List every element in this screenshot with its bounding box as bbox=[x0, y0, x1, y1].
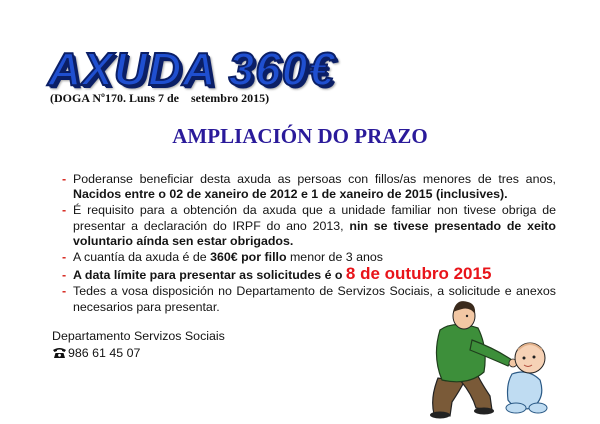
bullet-bold-text: 360€ por fillo bbox=[210, 250, 287, 265]
deadline-date: 8 de outubro 2015 bbox=[345, 264, 492, 284]
title-block bbox=[48, 44, 335, 94]
telephone-icon bbox=[52, 347, 67, 359]
bullet-dash: - bbox=[62, 268, 67, 283]
bullet-bold-text: Nacidos entre o 02 de xaneiro de 2012 e 1 de xaneiro de 2015 (inclusives) bbox=[73, 187, 505, 202]
bullet-text: Poderanse beneficiar desta axuda as persoas con fillos/as menores de tres anos, bbox=[73, 172, 556, 186]
bullet-dash: - bbox=[62, 172, 67, 186]
bullet-text-after: menor de 3 anos bbox=[286, 250, 383, 265]
section-heading: AMPLIACIÓN DO PRAZO bbox=[172, 124, 428, 148]
main-title: AXUDA 360€ bbox=[48, 43, 335, 95]
list-item bbox=[62, 172, 556, 202]
deadline-label: A data límite para presentar as solicitudes é o bbox=[73, 268, 346, 283]
list-item bbox=[62, 250, 556, 265]
bullet-dash: - bbox=[62, 203, 67, 218]
bullet-text: Tedes a vosa disposición no Departamento de Servizos Sociais, a solicitude e anexos necesarios para presentar. bbox=[73, 284, 556, 314]
bullet-dash: - bbox=[62, 250, 67, 265]
bullet-text: A cuantía da axuda é de bbox=[73, 250, 211, 265]
list-item bbox=[62, 266, 556, 283]
list-item bbox=[62, 203, 556, 249]
department-name: Departamento Servizos Sociais bbox=[52, 329, 225, 343]
bullet-period: . bbox=[504, 187, 508, 202]
phone-number: 986 61 45 07 bbox=[68, 346, 141, 360]
source-line: (DOGA Nº170. Luns 7 de setembro 2015) bbox=[50, 91, 270, 105]
bullet-text: É requisito para a obtención da axuda que a unidade familiar non tivese obriga de presentar a declaración do IRPF do ano 2013, bbox=[73, 203, 556, 233]
bullet-bold-text: nin se tivese presentado de xeito voluntario aínda sen estar obrigados. bbox=[73, 218, 556, 248]
phone-line bbox=[52, 346, 140, 360]
bullet-dash: - bbox=[62, 284, 67, 299]
parent-child-illustration bbox=[420, 290, 560, 420]
